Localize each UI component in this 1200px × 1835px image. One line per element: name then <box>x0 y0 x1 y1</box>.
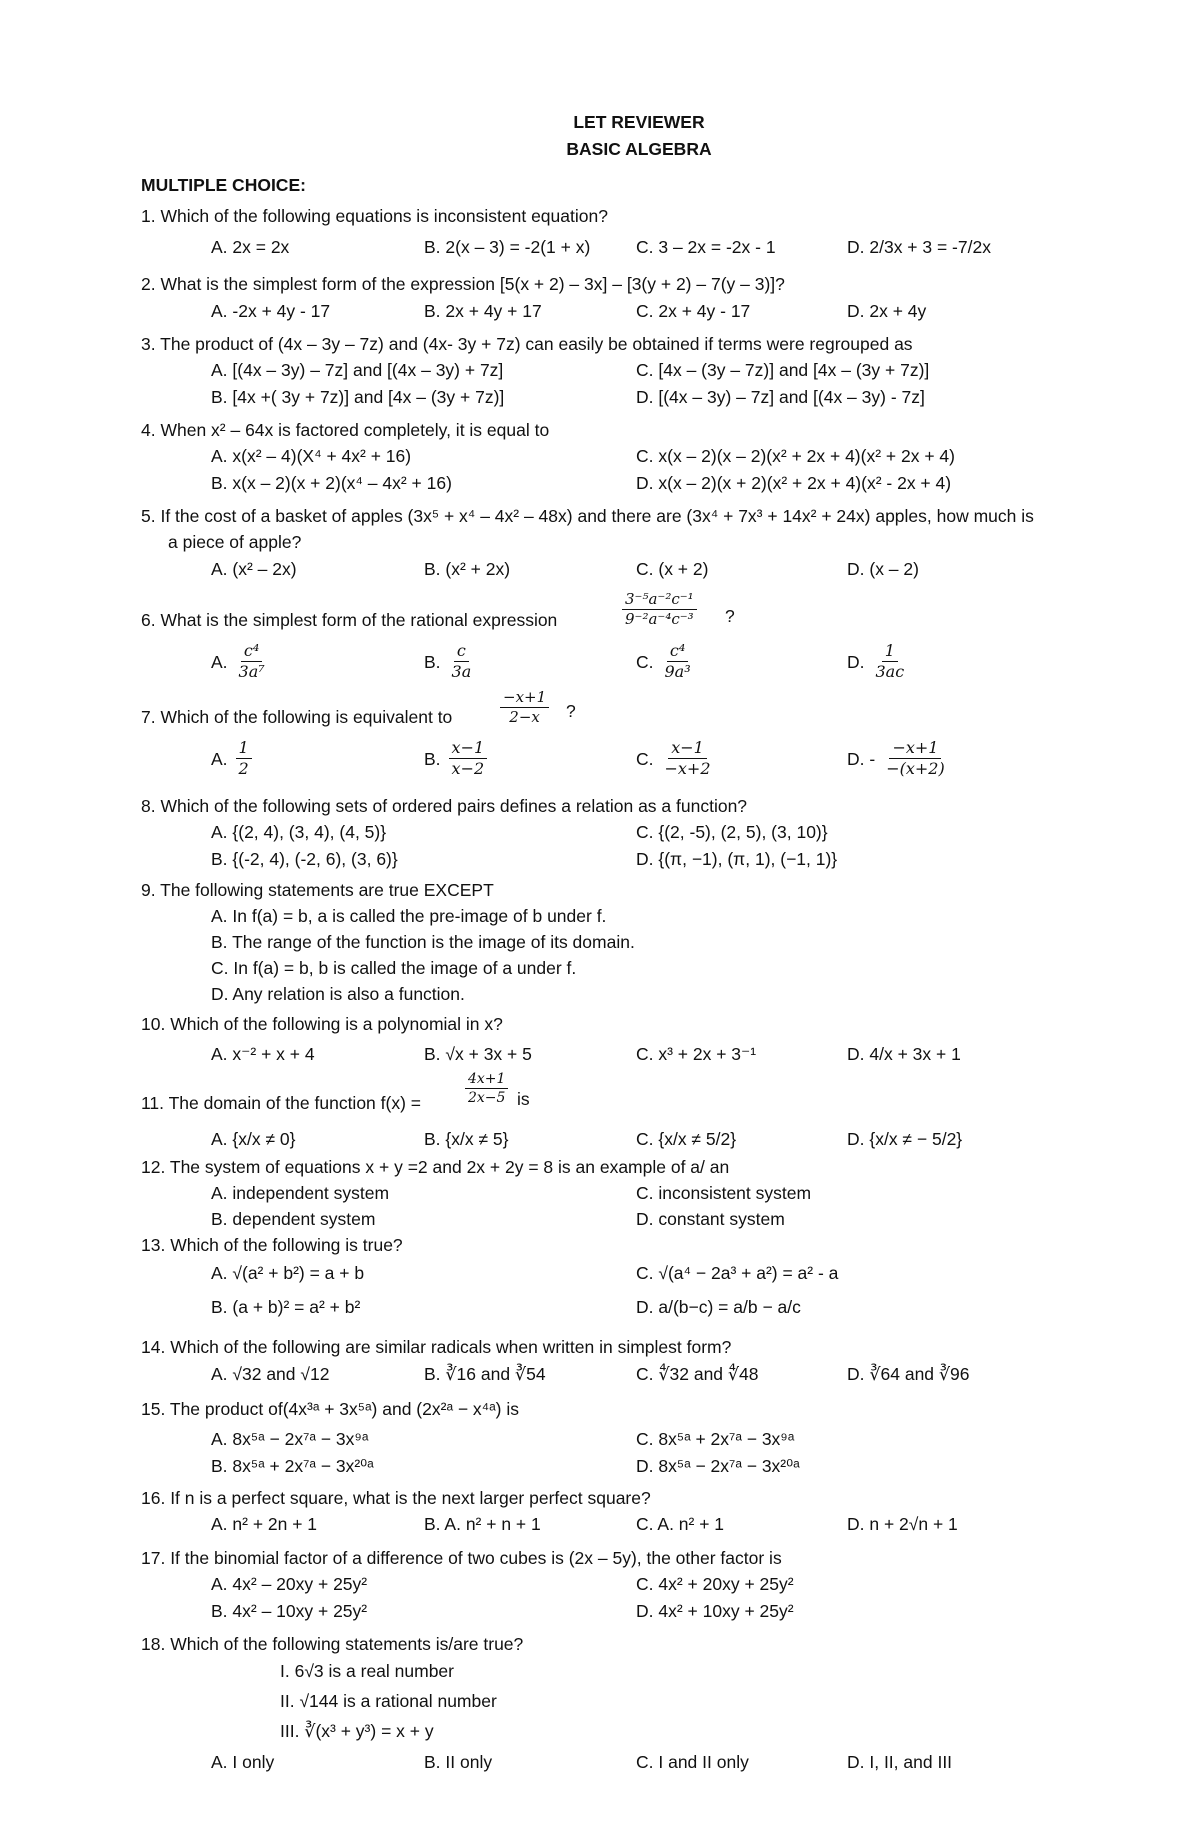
fraction-denominator: 2−x <box>509 708 540 726</box>
answer-option: C. ∜32 and ∜48 <box>636 1364 759 1384</box>
option-label: B. <box>424 651 441 672</box>
fraction-numerator: c⁴ <box>241 641 262 662</box>
answer-option: A. x⁻² + x + 4 <box>211 1044 315 1064</box>
answer-option <box>636 641 694 682</box>
roman-statement: I. 6√3 is a real number <box>280 1661 454 1681</box>
answer-option: B. dependent system <box>211 1209 376 1229</box>
answer-option: D. constant system <box>636 1209 785 1229</box>
question-text-cont: a piece of apple? <box>168 532 302 552</box>
reviewer-title: LET REVIEWER <box>573 112 705 132</box>
question-text: 6. What is the simplest form of the rational expression <box>141 610 558 630</box>
answer-option <box>424 641 474 682</box>
answer-option: A. [(4x – 3y) – 7z] and [(4x – 3y) + 7z] <box>211 360 504 380</box>
question-text: 11. The domain of the function f(x) = <box>141 1093 421 1113</box>
roman-statement: III. ∛(x³ + y³) = x + y <box>280 1721 434 1741</box>
question-text: 14. Which of the following are similar radicals when written in simplest form? <box>141 1337 732 1357</box>
question-text: 8. Which of the following sets of ordered pairs defines a relation as a function? <box>141 796 748 816</box>
answer-option: C. √(a⁴ − 2a³ + a²) = a² - a <box>636 1263 839 1283</box>
fraction-numerator: 3⁻⁵a⁻²c⁻¹ <box>622 590 697 610</box>
answer-option: B. 2(x – 3) = -2(1 + x) <box>424 237 591 257</box>
answer-option <box>211 738 252 779</box>
answer-option: C. inconsistent system <box>636 1183 812 1203</box>
answer-option: C. x(x – 2)(x – 2)(x² + 2x + 4)(x² + 2x + 4) <box>636 446 955 466</box>
option-label: D. - <box>847 748 876 769</box>
answer-option <box>424 738 487 779</box>
answer-option: C. 3 – 2x = -2x - 1 <box>636 237 776 257</box>
answer-option <box>847 641 907 682</box>
answer-option <box>211 641 268 682</box>
fraction-denominator: −(x+2) <box>886 759 945 778</box>
answer-option: D. I, II, and III <box>847 1752 953 1772</box>
answer-option: B. √x + 3x + 5 <box>424 1044 532 1064</box>
question-mark: ? <box>566 701 576 721</box>
question-expression <box>500 688 549 727</box>
question-expression <box>622 590 697 629</box>
answer-option: C. 2x + 4y - 17 <box>636 301 751 321</box>
answer-option: D. 8x⁵ᵃ − 2x⁷ᵃ − 3x²⁰ᵃ <box>636 1456 800 1476</box>
answer-option: B. 4x² – 10xy + 25y² <box>211 1601 368 1621</box>
answer-option: D. {(π, −1), (π, 1), (−1, 1)} <box>636 849 838 869</box>
answer-option: A. independent system <box>211 1183 390 1203</box>
fraction-numerator: 1 <box>882 641 898 662</box>
fraction-numerator: −x+1 <box>500 688 549 708</box>
question-text: 2. What is the simplest form of the expression [5(x + 2) – 3x] – [3(y + 2) – 7(y – 3)]? <box>141 274 785 294</box>
section-heading: MULTIPLE CHOICE: <box>141 175 306 195</box>
answer-option: A. {(2, 4), (3, 4), (4, 5)} <box>211 822 387 842</box>
answer-option: B. 8x⁵ᵃ + 2x⁷ᵃ − 3x²⁰ᵃ <box>211 1456 374 1476</box>
answer-option: A. In f(a) = b, a is called the pre-image of b under f. <box>211 906 607 926</box>
question-text: 13. Which of the following is true? <box>141 1235 403 1255</box>
fraction-numerator: c <box>454 641 469 662</box>
answer-option <box>847 738 948 779</box>
answer-option: B. (a + b)² = a² + b² <box>211 1297 361 1317</box>
answer-option: C. x³ + 2x + 3⁻¹ <box>636 1044 757 1064</box>
option-label: C. <box>636 651 654 672</box>
answer-option: D. [(4x – 3y) – 7z] and [(4x – 3y) - 7z] <box>636 387 925 407</box>
question-text-cont: is <box>517 1089 530 1109</box>
question-text: 18. Which of the following statements is/are true? <box>141 1634 524 1654</box>
answer-option: A. x(x² – 4)(X⁴ + 4x² + 16) <box>211 446 412 466</box>
answer-option: D. Any relation is also a function. <box>211 984 465 1004</box>
answer-option: C. (x + 2) <box>636 559 709 579</box>
fraction-denominator: 3a <box>451 662 472 681</box>
answer-option: D. a/(b−c) = a/b − a/c <box>636 1297 801 1317</box>
question-text: 12. The system of equations x + y =2 and 2x + 2y = 8 is an example of a/ an <box>141 1157 730 1177</box>
answer-option: D. 2x + 4y <box>847 301 927 321</box>
option-label: A. <box>211 748 228 769</box>
fraction-numerator: −x+1 <box>889 738 941 759</box>
answer-option: A. (x² – 2x) <box>211 559 297 579</box>
answer-option: A. √(a² + b²) = a + b <box>211 1263 365 1283</box>
fraction-numerator: x−1 <box>449 738 488 759</box>
answer-option: A. √32 and √12 <box>211 1364 330 1384</box>
question-expression <box>465 1070 508 1107</box>
answer-option: D. 4/x + 3x + 1 <box>847 1044 961 1064</box>
answer-option: C. {(2, -5), (2, 5), (3, 10)} <box>636 822 828 842</box>
question-text: 10. Which of the following is a polynomial in x? <box>141 1014 503 1034</box>
question-text: 4. When x² – 64x is factored completely, it is equal to <box>141 420 550 440</box>
roman-statement: II. √144 is a rational number <box>280 1691 497 1711</box>
question-text: 1. Which of the following equations is inconsistent equation? <box>141 206 608 226</box>
fraction-denominator: 3ac <box>875 662 905 681</box>
answer-option: C. 4x² + 20xy + 25y² <box>636 1574 794 1594</box>
answer-option: B. {x/x ≠ 5} <box>424 1129 509 1149</box>
question-text: 7. Which of the following is equivalent to <box>141 707 453 727</box>
answer-option: C. A. n² + 1 <box>636 1514 725 1534</box>
question-text: 5. If the cost of a basket of apples (3x⁵ + x⁴ – 4x² – 48x) and there are (3x⁴ + 7x³ + 14x² + 24x) apples, how much is <box>141 506 1034 526</box>
answer-option: D. {x/x ≠ − 5/2} <box>847 1129 963 1149</box>
answer-option: C. {x/x ≠ 5/2} <box>636 1129 737 1149</box>
answer-option: D. 4x² + 10xy + 25y² <box>636 1601 794 1621</box>
answer-option: B. 2x + 4y + 17 <box>424 301 542 321</box>
fraction-numerator: x−1 <box>668 738 707 759</box>
answer-option: C. [4x – (3y – 7z)] and [4x – (3y + 7z)] <box>636 360 930 380</box>
answer-option: A. n² + 2n + 1 <box>211 1514 318 1534</box>
answer-option: C. 8x⁵ᵃ + 2x⁷ᵃ − 3x⁹ᵃ <box>636 1429 795 1449</box>
answer-option: A. 4x² – 20xy + 25y² <box>211 1574 368 1594</box>
fraction-numerator: c⁴ <box>667 641 688 662</box>
answer-option: D. x(x – 2)(x + 2)(x² + 2x + 4)(x² - 2x + 4) <box>636 473 952 493</box>
answer-option: A. 8x⁵ᵃ − 2x⁷ᵃ − 3x⁹ᵃ <box>211 1429 369 1449</box>
answer-option: B. {(-2, 4), (-2, 6), (3, 6)} <box>211 849 398 869</box>
question-text: 9. The following statements are true EXCEPT <box>141 880 494 900</box>
answer-option: C. I and II only <box>636 1752 749 1772</box>
fraction-denominator: 9⁻²a⁻⁴c⁻³ <box>625 610 694 628</box>
fraction-numerator: 1 <box>236 738 252 759</box>
answer-option: A. I only <box>211 1752 275 1772</box>
fraction-denominator: 2 <box>238 759 249 778</box>
fraction-denominator: 9a³ <box>664 662 691 681</box>
answer-option: D. 2/3x + 3 = -7/2x <box>847 237 991 257</box>
answer-option <box>636 738 714 779</box>
question-text: 3. The product of (4x – 3y – 7z) and (4x- 3y + 7z) can easily be obtained if terms were regrouped as <box>141 334 913 354</box>
fraction-denominator: 2x−5 <box>468 1090 506 1106</box>
answer-option: B. x(x – 2)(x + 2)(x⁴ – 4x² + 16) <box>211 473 452 493</box>
answer-option: B. II only <box>424 1752 493 1772</box>
answer-option: B. (x² + 2x) <box>424 559 511 579</box>
fraction-denominator: 3a⁷ <box>238 662 265 681</box>
fraction-denominator: x−2 <box>451 759 485 778</box>
question-text: 15. The product of(4x³ᵃ + 3x⁵ᵃ) and (2x²ᵃ − x⁴ᵃ) is <box>141 1399 520 1419</box>
option-label: B. <box>424 748 441 769</box>
option-label: C. <box>636 748 654 769</box>
answer-option: B. [4x +( 3y + 7z)] and [4x – (3y + 7z)] <box>211 387 505 407</box>
fraction-numerator: 4x+1 <box>465 1070 508 1089</box>
answer-option: A. {x/x ≠ 0} <box>211 1129 296 1149</box>
question-text: 16. If n is a perfect square, what is the next larger perfect square? <box>141 1488 651 1508</box>
answer-option: D. n + 2√n + 1 <box>847 1514 958 1534</box>
answer-option: B. ∛16 and ∛54 <box>424 1364 546 1384</box>
option-label: A. <box>211 651 228 672</box>
option-label: D. <box>847 651 865 672</box>
answer-option: B. The range of the function is the image of its domain. <box>211 932 635 952</box>
answer-option: B. A. n² + n + 1 <box>424 1514 541 1534</box>
answer-option: C. In f(a) = b, b is called the image of a under f. <box>211 958 577 978</box>
answer-option: D. (x – 2) <box>847 559 919 579</box>
subject-title: BASIC ALGEBRA <box>566 139 712 159</box>
question-mark: ? <box>725 606 735 626</box>
answer-option: A. 2x = 2x <box>211 237 290 257</box>
answer-option: A. -2x + 4y - 17 <box>211 301 331 321</box>
answer-option: D. ∛64 and ∛96 <box>847 1364 970 1384</box>
question-text: 17. If the binomial factor of a difference of two cubes is (2x – 5y), the other factor is <box>141 1548 782 1568</box>
fraction-denominator: −x+2 <box>664 759 711 778</box>
